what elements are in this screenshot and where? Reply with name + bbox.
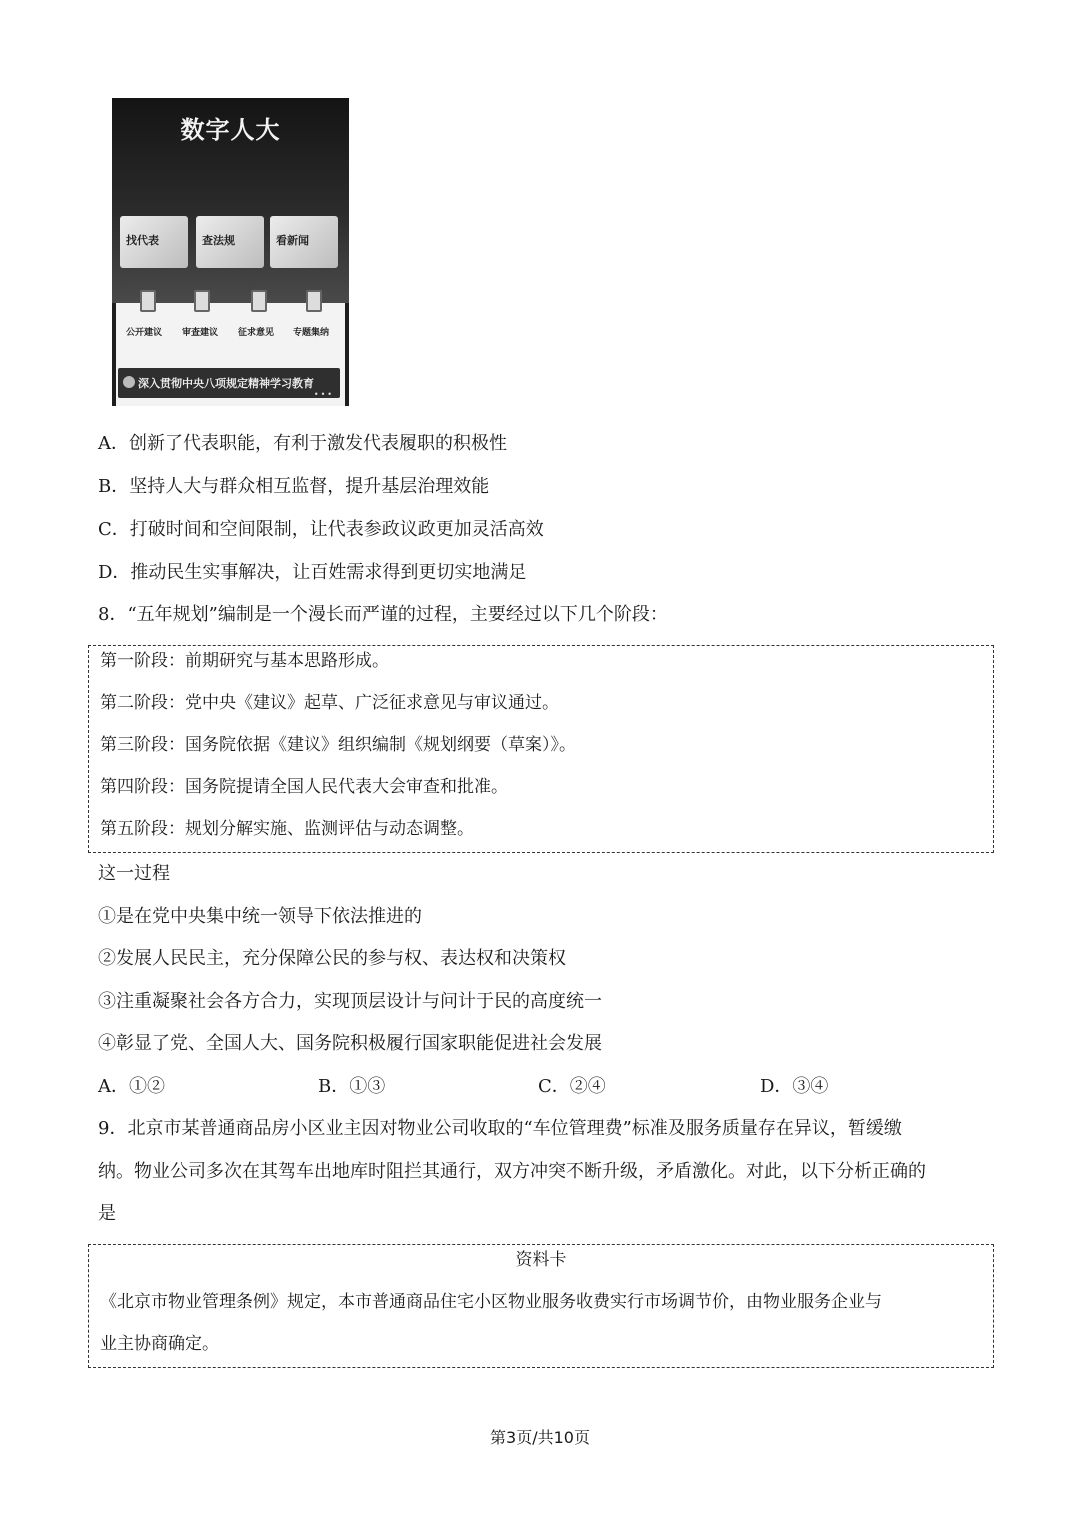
stage-4: 第四阶段：国务院提请全国人民代表大会审查和批准。 xyxy=(100,777,508,797)
function-label: 公开建议 xyxy=(126,328,163,338)
figure-app-screenshot xyxy=(112,98,349,406)
announcement-banner: 深入贯彻中央八项规定精神学习教育 ••• xyxy=(118,368,340,398)
stage-5: 第五阶段：规划分解实施、监测评估与动态调整。 xyxy=(100,819,474,839)
app-title: 数字人大 xyxy=(180,116,281,144)
statement-2: ②发展人民民主，充分保障公民的参与权、表达权和决策权 xyxy=(98,948,566,969)
question-8-stem: 8．“五年规划”编制是一个漫长而严谨的过程，主要经过以下几个阶段： xyxy=(98,604,668,625)
question-9-stem-line-3: 是 xyxy=(98,1203,116,1224)
carousel-dots: ••• xyxy=(313,390,334,399)
statement-4: ④彰显了党、全国人大、国务院积极履行国家职能促进社会发展 xyxy=(98,1033,602,1054)
stages-box xyxy=(88,645,994,853)
card-news: 看新闻 xyxy=(270,216,338,268)
choice-c: C．②④ xyxy=(538,1076,606,1097)
question-9-stem-line-2: 纳。物业公司多次在其驾车出地库时阻拦其通行，双方冲突不断升级，矛盾激化。对此，以下分析正确的 xyxy=(98,1161,926,1182)
solicit-opinion-icon xyxy=(251,290,267,312)
page-number: 第3页/共10页 xyxy=(490,1428,590,1447)
option-d: D．推动民生实事解决，让百姓需求得到更切实地满足 xyxy=(98,562,527,583)
question-9-stem-line-1: 9．北京市某普通商品房小区业主因对物业公司收取的“车位管理费”标准及服务质量存在异议，暂缓缴 xyxy=(98,1118,902,1139)
choice-d: D．③④ xyxy=(760,1076,829,1097)
option-a: A．创新了代表职能，有利于激发代表履职的积极性 xyxy=(98,433,507,454)
info-card-title: 资料卡 xyxy=(515,1250,567,1270)
info-card xyxy=(88,1244,994,1368)
stage-3: 第三阶段：国务院依据《建议》组织编制《规划纲要（草案）》。 xyxy=(100,735,576,755)
info-card-line-2: 业主协商确定。 xyxy=(100,1334,219,1354)
card-check-law: 查法规 xyxy=(196,216,264,268)
emblem-icon xyxy=(123,376,135,388)
statement-3: ③注重凝聚社会各方合力，实现顶层设计与问计于民的高度统一 xyxy=(98,991,602,1012)
public-proposal-icon xyxy=(140,290,156,312)
card-find-deputy: 找代表 xyxy=(120,216,188,268)
choice-b: B．①③ xyxy=(318,1076,386,1097)
stage-2: 第二阶段：党中央《建议》起草、广泛征求意见与审议通过。 xyxy=(100,693,559,713)
choice-a: A．①② xyxy=(98,1076,165,1097)
option-b: B．坚持人大与群众相互监督，提升基层治理效能 xyxy=(98,476,490,497)
function-label: 征求意见 xyxy=(238,328,275,338)
function-label: 专题集纳 xyxy=(293,328,330,338)
stage-1: 第一阶段：前期研究与基本思路形成。 xyxy=(100,651,389,671)
question-8-lead: 这一过程 xyxy=(98,863,170,884)
review-proposal-icon xyxy=(194,290,210,312)
info-card-line-1: 《北京市物业管理条例》规定，本市普通商品住宅小区物业服务收费实行市场调节价，由物业服务企业与 xyxy=(100,1292,882,1312)
special-topic-icon xyxy=(306,290,322,312)
function-label: 审查建议 xyxy=(182,328,219,338)
statement-1: ①是在党中央集中统一领导下依法推进的 xyxy=(98,906,422,927)
option-c: C．打破时间和空间限制，让代表参政议政更加灵活高效 xyxy=(98,519,544,540)
